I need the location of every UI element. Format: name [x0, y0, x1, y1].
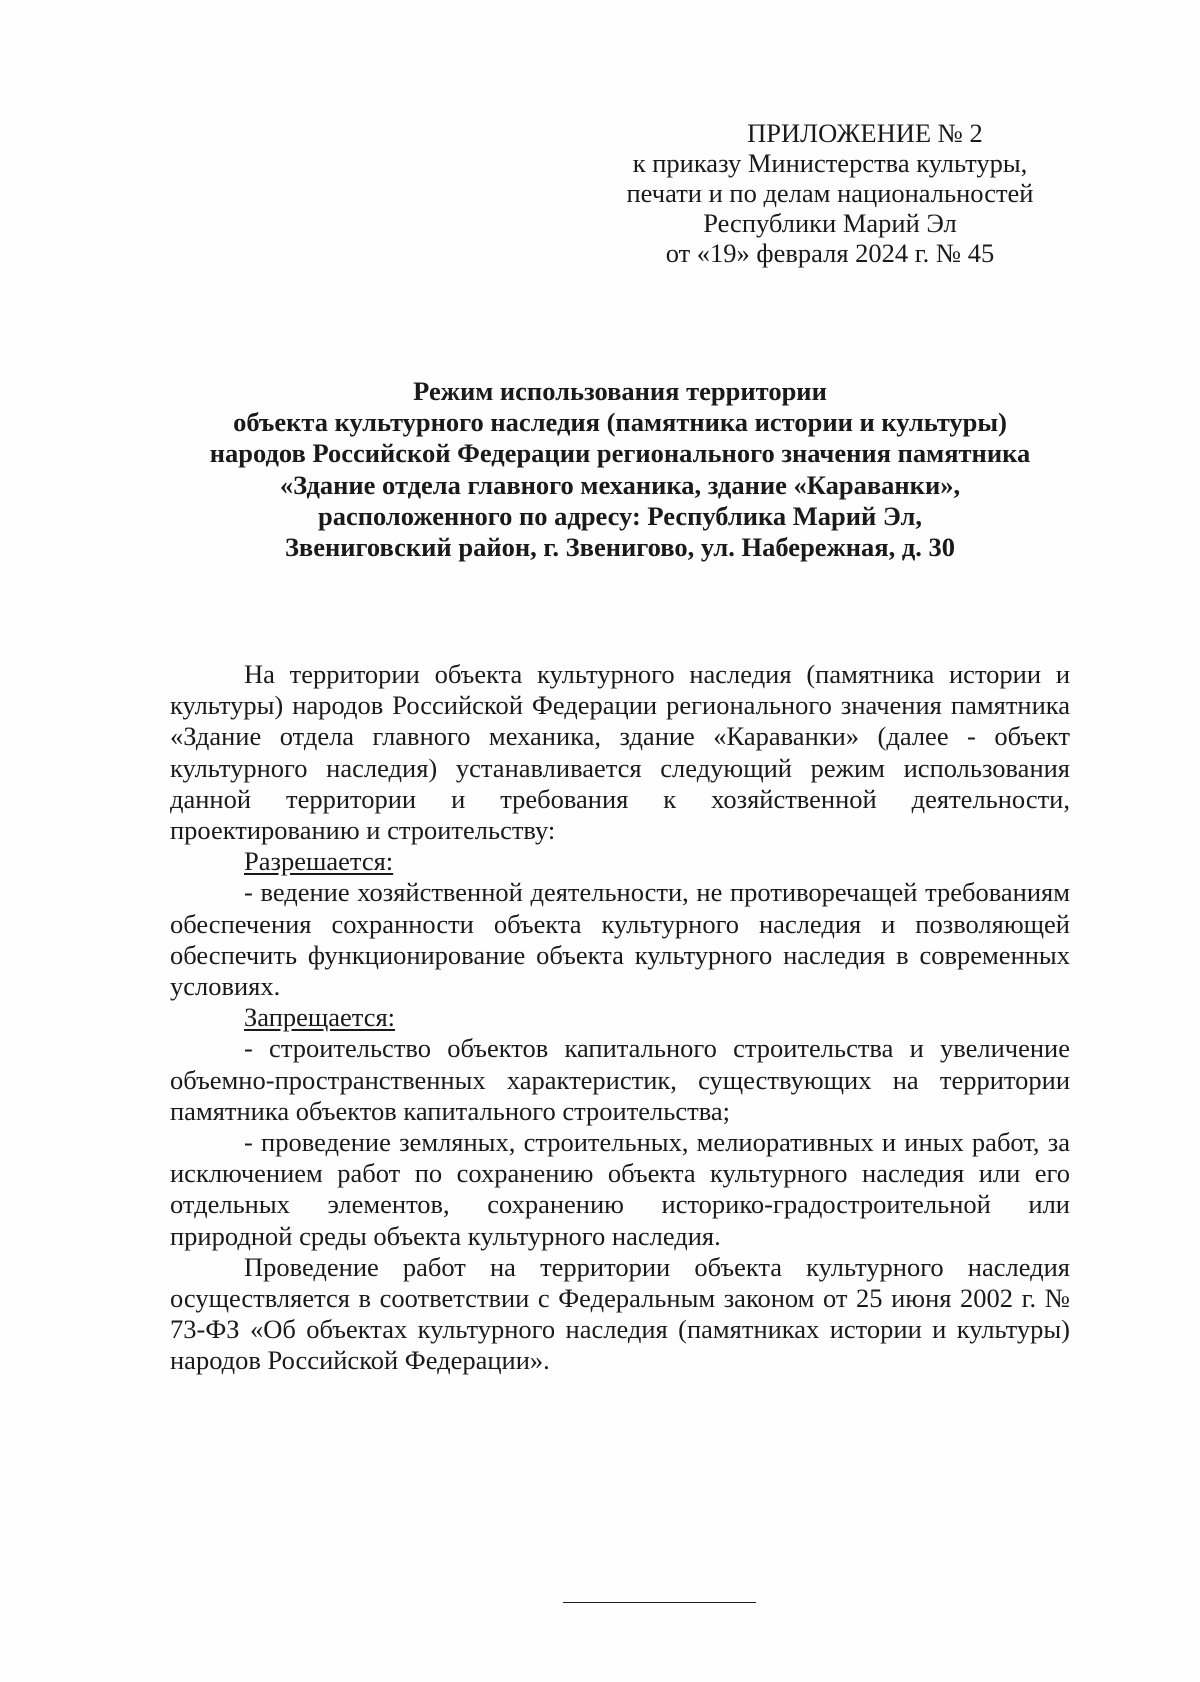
heading-line-6: Звениговский район, г. Звенигово, ул. Набережная, д. 30: [284, 532, 956, 563]
heading-line-5: расположенного по адресу: Республика Марий Эл,: [317, 500, 923, 531]
appendix-title: ПРИЛОЖЕНИЕ № 2: [747, 118, 983, 148]
heading-line-2: объекта культурного наследия (памятника истории и культуры): [233, 407, 1007, 438]
document-body: [170, 659, 1070, 1377]
intro-paragraph: На территории объекта культурного наследия (памятника истории и культуры) народов Российской Федерации регионального значения памятника «Здание отдела главного механика, здание «Караванки» (далее - объект культурного наследия) устанавливается следующий режим использования данной территории и требования к хозяйственной деятельности, проектированию и строительству:: [170, 659, 1070, 846]
appendix-line-2: печати и по делам национальностей: [626, 178, 1034, 208]
forbidden-item-2: - проведение земляных, строительных, мелиоративных и иных работ, за исключением работ по сохранению объекта культурного наследия или его отдельных элементов, сохранению историко-градостроительной или природной среды объекта культурного наследия.: [170, 1127, 1070, 1251]
allowed-heading: [170, 846, 1070, 877]
heading-line-1: Режим использования территории: [413, 376, 827, 406]
closing-paragraph: Проведение работ на территории объекта культурного наследия осуществляется в соответствии с Федеральным законом от 25 июня 2002 г. № 73-ФЗ «Об объектах культурного наследия (памятниках истории и культуры) народов Российской Федерации».: [170, 1251, 1070, 1376]
allowed-item-1: - ведение хозяйственной деятельности, не противоречащей требованиям обеспечения сохранности объекта культурного наследия и позволяющей обеспечить функционирование объекта культурного наследия в современных условиях.: [170, 877, 1070, 1002]
appendix-line-1: к приказу Министерства культуры,: [632, 148, 1028, 178]
heading-line-3: народов Российской Федерации регионального значения памятника: [209, 438, 1031, 469]
appendix-header: [600, 118, 1060, 268]
forbidden-label: Запрещается:: [244, 1002, 396, 1033]
heading-line-4: «Здание отдела главного механика, здание «Караванки»,: [279, 469, 961, 500]
forbidden-item-1: - строительство объектов капитального строительства и увеличение объемно-пространственных характеристик, существующих на территории памятника объектов капитального строительства;: [170, 1033, 1070, 1126]
forbidden-heading: [170, 1002, 1070, 1033]
appendix-line-3: Республики Марий Эл: [703, 208, 957, 238]
document-heading: [130, 376, 1110, 563]
end-divider: [563, 1602, 756, 1603]
allowed-label: Разрешается:: [244, 846, 394, 877]
appendix-line-4: от «19» февраля 2024 г. № 45: [665, 238, 995, 268]
